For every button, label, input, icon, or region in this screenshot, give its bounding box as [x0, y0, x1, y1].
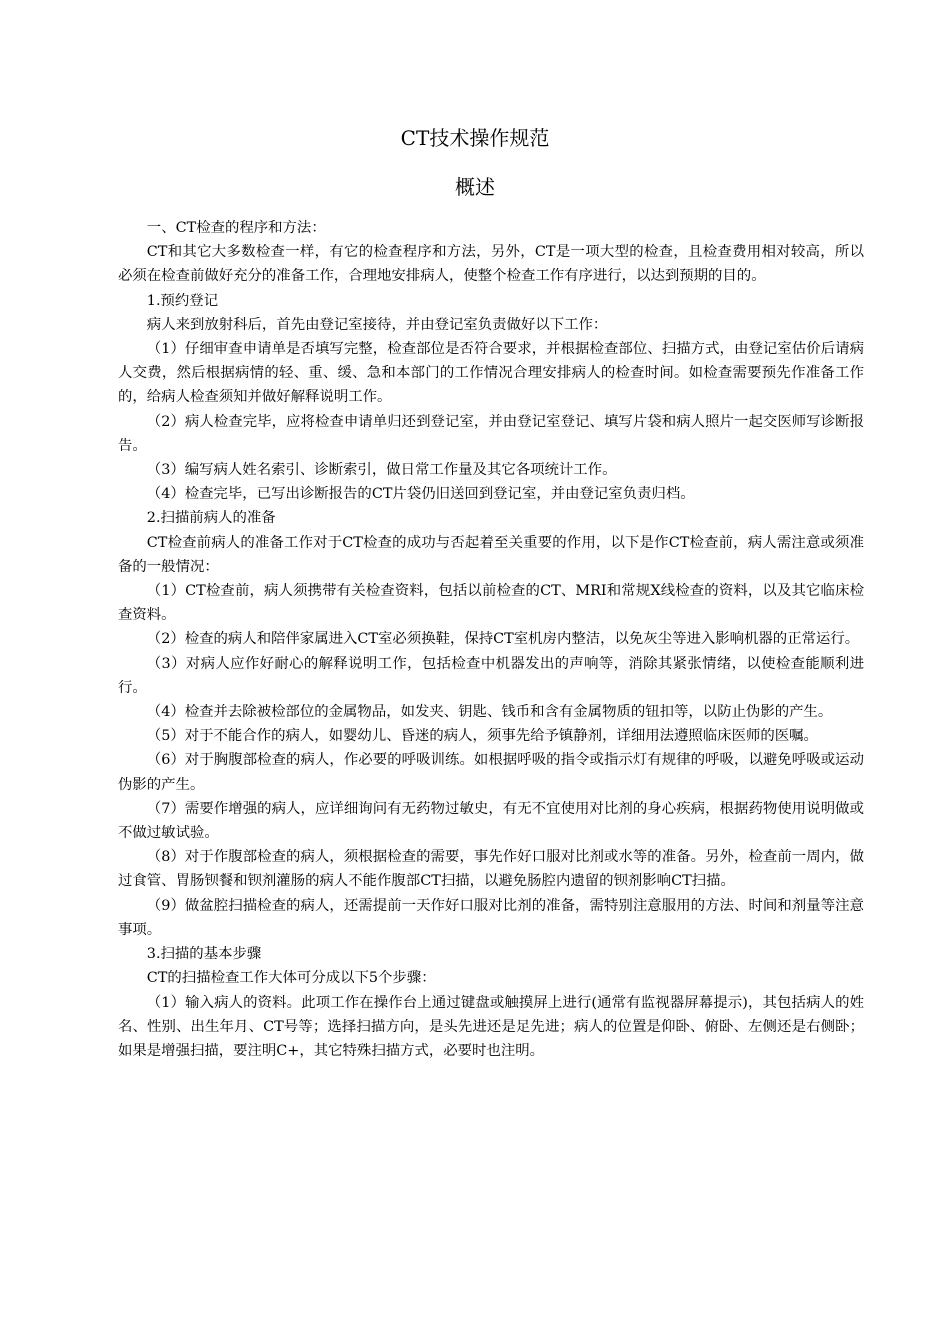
- paragraph: （4）检查完毕，已写出诊断报告的CT片袋仍旧送回到登记室，并由登记室负责归档。: [146, 486, 695, 503]
- paragraph: （2）病人检查完毕，应将检查申请单归还到登记室，并由登记室登记、填写片袋和病人照片一起交医师写诊断报告。: [118, 413, 864, 454]
- paragraph: 3.扫描的基本步骤: [146, 946, 262, 963]
- paragraph: 2.扫描前病人的准备: [146, 510, 276, 527]
- section-title: 概述: [455, 175, 495, 199]
- paragraph: （4）检查并去除被检部位的金属物品，如发夹、钥匙、钱币和含有金属物质的钮扣等，以防止伪影的产生。: [146, 704, 833, 721]
- paragraph: CT检查前病人的准备工作对于CT检查的成功与否起着至关重要的作用，以下是作CT检查前，病人需注意或须准备的一般情况：: [118, 534, 864, 575]
- paragraph: （1）输入病人的资料。此项工作在操作台上通过键盘或触摸屏上进行(通常有监视器屏幕提示)，其包括病人的姓名、性别、出生年月、CT号等；选择扫描方向，是头先进还是足先进；病人的位置是仰卧、俯卧、左侧还是右侧卧；如果是增强扫描，要注明C+，其它特殊扫描方式，必要时也注明。: [118, 994, 864, 1059]
- document-title: CT技术操作规范: [400, 126, 550, 150]
- paragraph: （2）检查的病人和陪伴家属进入CT室必须换鞋，保持CT室机房内整洁，以免灰尘等进入影响机器的正常运行。: [146, 631, 860, 648]
- document-body: [118, 216, 864, 1063]
- paragraph: CT和其它大多数检查一样，有它的检查程序和方法，另外，CT是一项大型的检查，且检查费用相对较高，所以必须在检查前做好充分的准备工作，合理地安排病人，使整个检查工作有序进行，以达到预期的目的。: [118, 244, 864, 285]
- paragraph: 病人来到放射科后，首先由登记室接待，并由登记室负责做好以下工作：: [146, 316, 608, 333]
- paragraph: （3）对病人应作好耐心的解释说明工作，包括检查中机器发出的声响等，消除其紧张情绪，以使检查能顺利进行。: [118, 655, 864, 696]
- paragraph: （1）CT检查前，病人须携带有关检查资料，包括以前检查的CT、MRI和常规X线检查的资料，以及其它临床检查资料。: [118, 583, 864, 624]
- paragraph: （7）需要作增强的病人，应详细询问有无药物过敏史，有无不宜使用对比剂的身心疾病，根据药物使用说明做或不做过敏试验。: [118, 800, 864, 842]
- paragraph: （1）仔细审查申请单是否填写完整，检查部位是否符合要求，并根据检查部位、扫描方式，由登记室估价后请病人交费，然后根据病情的轻、重、缓、急和本部门的工作情况合理安排病人的检查时间。如检查需要预先作准备工作的，给病人检查须知并做好解释说明工作。: [118, 341, 864, 406]
- paragraph: （6）对于胸腹部检查的病人，作必要的呼吸训练。如根据呼吸的指令或指示灯有规律的呼吸，以避免呼吸或运动伪影的产生。: [118, 752, 864, 793]
- paragraph: 1.预约登记: [146, 292, 219, 309]
- paragraph: （3）编写病人姓名索引、诊断索引，做日常工作量及其它各项统计工作。: [146, 462, 617, 479]
- paragraph: CT的扫描检查工作大体可分成以下5个步骤：: [146, 970, 436, 987]
- paragraph: 一、CT检查的程序和方法：: [146, 220, 326, 236]
- paragraph: （5）对于不能合作的病人，如婴幼儿、昏迷的病人，须事先给予镇静剂，详细用法遵照临床医师的医嘱。: [146, 728, 818, 745]
- paragraph: （9）做盆腔扫描检查的病人，还需提前一天作好口服对比剂的准备，需特别注意服用的方法、时间和剂量等注意事项。: [118, 897, 864, 938]
- paragraph: （8）对于作腹部检查的病人，须根据检查的需要，事先作好口服对比剂或水等的准备。另外，检查前一周内，做过食管、胃肠钡餐和钡剂灌肠的病人不能作腹部CT扫描，以避免肠腔内遗留的钡剂影响CT扫描。: [118, 849, 864, 890]
